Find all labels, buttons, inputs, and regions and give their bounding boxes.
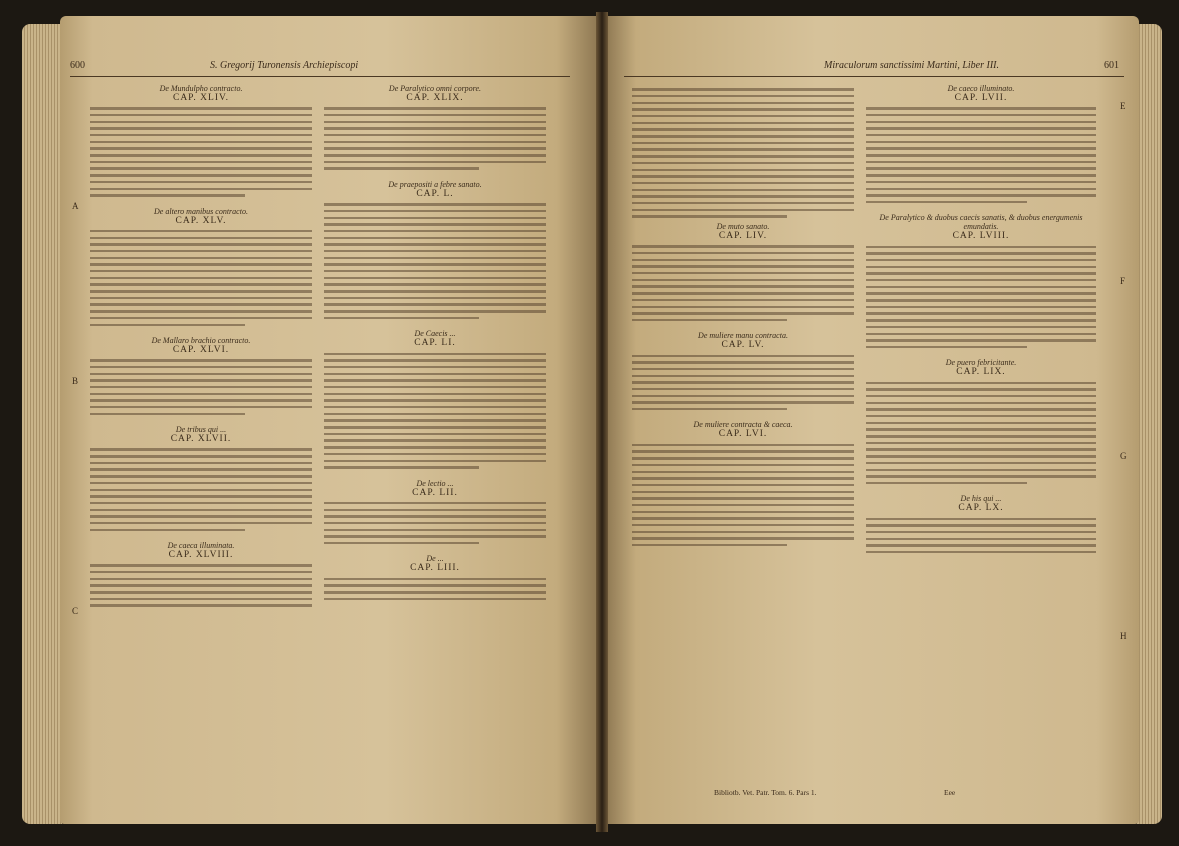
chapter-subtitle: De ... — [426, 554, 444, 564]
left-head-rule — [70, 76, 570, 77]
left-page-number: 600 — [70, 60, 85, 71]
chapter-section — [90, 84, 312, 197]
right-column-2 — [866, 84, 1096, 784]
chapter-section — [866, 494, 1096, 553]
chapter-subtitle: De altero manibus contracto. — [154, 206, 248, 216]
left-column-2 — [324, 84, 546, 784]
chapter-subtitle: De caeco illuminato. — [947, 84, 1015, 93]
chapter-subtitle: De lectio ... — [416, 478, 454, 488]
chapter-section — [324, 180, 546, 319]
chapter-heading: CAP. LVI. — [718, 429, 768, 440]
left-running-head: S. Gregorij Turonensis Archiepiscopi — [210, 60, 359, 71]
chapter-subtitle: De Caecis ... — [414, 329, 456, 339]
chapter-heading: CAP. LVIII. — [952, 231, 1010, 242]
chapter-heading: CAP. LIII. — [410, 563, 460, 574]
left-page-edges — [22, 24, 62, 824]
left-page — [60, 16, 600, 824]
chapter-section — [324, 554, 546, 600]
chapter-section — [632, 222, 854, 321]
chapter-heading: CAP. LX. — [958, 503, 1004, 514]
right-page — [604, 16, 1139, 824]
chapter-section — [866, 213, 1096, 348]
continued-text — [632, 88, 854, 217]
right-running-head: Miraculorum sanctissimi Martini, Liber III. — [824, 60, 999, 71]
chapter-section — [90, 207, 312, 326]
chapter-subtitle: De Mallaro brachio contracto. — [151, 335, 251, 345]
margin-letter-e: E — [1120, 101, 1126, 111]
chapter-heading: CAP. XLVII. — [170, 434, 232, 445]
book-gutter — [596, 12, 608, 832]
signature-mark: Eee — [944, 788, 956, 797]
open-book — [22, 6, 1162, 842]
chapter-subtitle: De Paralytico & duobus caecis sanatis, & duobus energumenis emundatis. — [879, 213, 1083, 232]
margin-letter-g: G — [1120, 451, 1127, 461]
chapter-heading: CAP. XLIX. — [406, 93, 464, 103]
chapter-section — [632, 331, 854, 410]
chapter-section — [324, 84, 546, 170]
chapter-heading: CAP. LV. — [721, 340, 765, 351]
chapter-subtitle: De muliere contracta & caeca. — [693, 420, 793, 430]
chapter-subtitle: De praepositi a febre sanato. — [388, 179, 482, 189]
left-column-1 — [90, 84, 312, 784]
chapter-section — [324, 479, 546, 545]
chapter-heading: CAP. XLVI. — [172, 344, 230, 355]
margin-letter-c: C — [72, 606, 79, 616]
chapter-heading: CAP. LI. — [414, 338, 456, 349]
chapter-subtitle: De Mundulpho contracto. — [159, 84, 243, 93]
chapter-section — [324, 329, 546, 468]
right-page-number: 601 — [1104, 60, 1119, 71]
right-page-footer: Bibliotb. Vet. Patr. Tom. 6. Pars 1. — [714, 788, 817, 797]
chapter-section — [90, 425, 312, 531]
chapter-heading: CAP. LII. — [412, 487, 458, 498]
chapter-subtitle: De tribus qui ... — [175, 425, 227, 435]
chapter-subtitle: De muto sanato. — [716, 222, 770, 232]
chapter-subtitle: De muliere manu contracta. — [698, 331, 788, 341]
margin-letter-h: H — [1120, 631, 1127, 641]
margin-letter-f: F — [1120, 276, 1126, 286]
chapter-section — [632, 420, 854, 546]
margin-letter-a: A — [72, 201, 79, 211]
chapter-heading: CAP. L. — [416, 188, 454, 199]
right-head-rule — [624, 76, 1124, 77]
chapter-subtitle: De his qui ... — [960, 494, 1002, 504]
chapter-section — [866, 84, 1096, 203]
chapter-heading: CAP. LIX. — [956, 367, 1006, 378]
chapter-subtitle: De Paralytico omni corpore. — [388, 84, 482, 93]
margin-letter-b: B — [72, 376, 79, 386]
right-column-1 — [632, 84, 854, 784]
chapter-heading: CAP. XLV. — [175, 215, 227, 226]
chapter-heading: CAP. XLVIII. — [168, 550, 234, 561]
chapter-subtitle: De caeca illuminata. — [167, 541, 235, 551]
chapter-section — [866, 358, 1096, 484]
right-page-edges — [1137, 24, 1162, 824]
chapter-heading: CAP. LIV. — [718, 231, 768, 242]
chapter-section — [90, 336, 312, 415]
chapter-heading: CAP. LVII. — [954, 93, 1008, 103]
chapter-section — [90, 541, 312, 607]
chapter-heading: CAP. XLIV. — [172, 93, 229, 103]
chapter-subtitle: De puero febricitante. — [945, 358, 1017, 368]
